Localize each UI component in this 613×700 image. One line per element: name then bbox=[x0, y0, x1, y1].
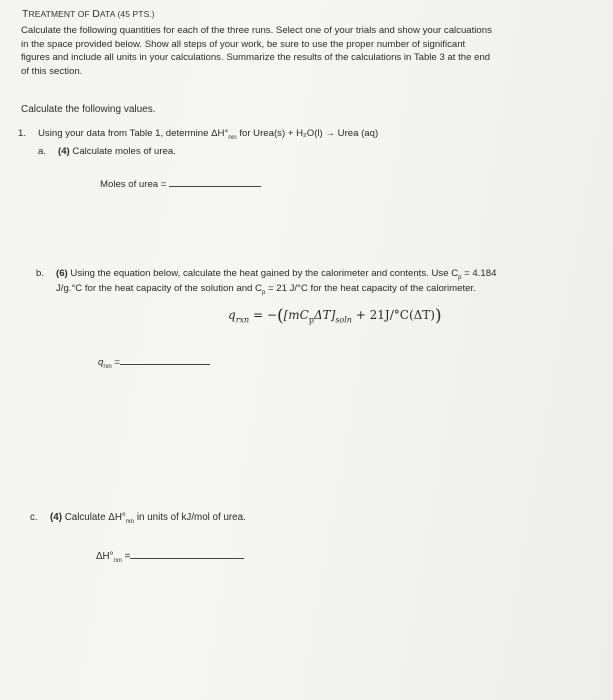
question-1b-line2: J/g.°C for the heat capacity of the solution and $C_p = 21$ J/°C for the heat capacity of the calorimeter. bbox=[56, 283, 476, 296]
question-1a bbox=[38, 146, 176, 157]
qrxn-answer-blank[interactable] bbox=[120, 356, 210, 365]
section-title: TREATMENT OF DATA (45 PTS.) bbox=[22, 8, 155, 20]
moles-label: Moles of urea = bbox=[100, 179, 170, 190]
points-label: (6) bbox=[56, 268, 68, 279]
moles-answer-row bbox=[100, 178, 261, 190]
points-label: (4) bbox=[50, 512, 62, 523]
heat-equation: $q_{rxn} = -([mC_p\Delta T]_{soln} + 21J/^\circ C(\Delta T))$ bbox=[228, 306, 442, 326]
instructions-line: Calculate the following quantities for each of the three runs. Select one of your trials and show your calcuations bbox=[21, 25, 492, 36]
question-number: 1. bbox=[18, 128, 27, 139]
instructions-paragraph bbox=[21, 24, 581, 78]
question-letter: c. bbox=[30, 512, 38, 523]
instructions-line: of this section. bbox=[21, 65, 83, 77]
qrxn-label: $q_{rxn}$ = bbox=[98, 357, 120, 370]
question-1a-text: Calculate moles of urea. bbox=[69, 146, 176, 157]
dh-answer-row bbox=[96, 550, 244, 564]
dh-answer-blank[interactable] bbox=[130, 550, 244, 559]
instructions-line: in the space provided below. Show all steps of your work, be sure to use the proper number of significant bbox=[21, 38, 466, 50]
question-1c: c. (4) Calculate $\Delta H^\circ_{rxn}$ in units of kJ/mol of urea. bbox=[30, 512, 246, 525]
question-1-text: Using your data from Table 1, determine $\Delta H^\circ_{rxn}$ for Urea(s) + H₂O(l) → Urea (aq) bbox=[38, 128, 379, 141]
instructions-line: figures and include all units in your calculations. Summarize the results of the calculations in Table 3 at the end bbox=[21, 52, 491, 64]
question-letter: b. bbox=[36, 268, 45, 279]
moles-answer-blank[interactable] bbox=[169, 178, 261, 187]
dh-label: $\Delta H^\circ_{rxn}$ = bbox=[96, 551, 131, 564]
calculate-values-heading: Calculate the following values. bbox=[21, 104, 156, 115]
qrxn-answer-row bbox=[98, 356, 210, 370]
question-1b-line1: b. (6) Using the equation below, calculate the heat gained by the calorimeter and contents. Use $C_p = 4.184$ bbox=[36, 268, 497, 281]
points-label: (4) bbox=[58, 146, 70, 157]
question-1 bbox=[18, 128, 378, 141]
question-letter: a. bbox=[38, 146, 47, 157]
